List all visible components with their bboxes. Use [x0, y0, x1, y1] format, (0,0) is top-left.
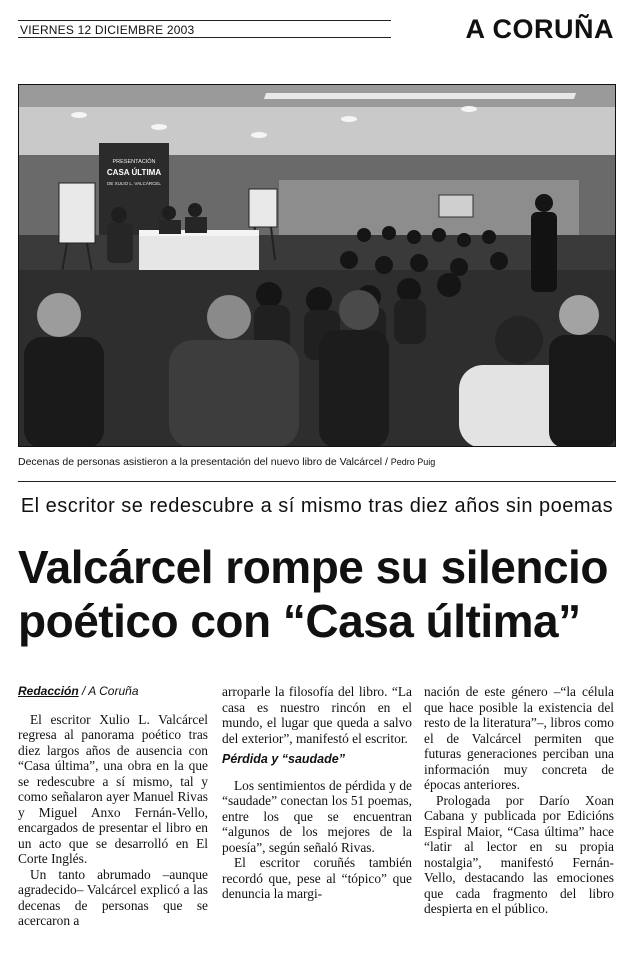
- headline-line-1: Valcárcel rompe su silencio: [18, 541, 608, 593]
- paragraph: arroparle la filosofía del libro. “La casa es nuestro rincón en el mundo, el lugar que queda a salvo del exterior”, manifestó el escritor.: [222, 684, 412, 746]
- photo-credit: Pedro Puig: [390, 457, 436, 467]
- section-title: A CORUÑA: [465, 14, 614, 44]
- byline: [18, 684, 208, 700]
- banner-line-2: CASA ÚLTIMA: [106, 168, 162, 177]
- date-line: VIERNES 12 DICIEMBRE 2003: [18, 20, 391, 38]
- event-photo: [18, 84, 616, 447]
- paragraph: Un tanto abrumado –aunque agradecido– Valcárcel explicó a las decenas de personas que se acercaron a: [18, 866, 208, 928]
- section-subtitle: Pérdida y “saudade”: [222, 752, 345, 766]
- paragraph: El escritor Xulio L. Valcárcel regresa al panorama poético tras diez largos años de ausencia con “Casa última”, una obra en la que se redescubre a sí mismo, tal y como señalaron ayer Manuel Rivas y Miguel Anxo Fernán-Vello, encargados de presentar el libro en un acto que se desarrolló en El Corte Inglés.: [18, 711, 208, 866]
- article-column-3: [424, 684, 614, 917]
- subheadline: El escritor se redescubre a sí mismo tras diez años sin poemas: [20, 495, 614, 517]
- paragraph: El escritor coruñés también recordó que, pese al “tópico” que denuncia la margi-: [222, 855, 412, 901]
- divider-top: [18, 481, 616, 482]
- photo-caption: [18, 455, 616, 469]
- paragraph: nación de este género –“la célula que hace posible la existencia del resto de la literatura”–, libros como el de Valcárcel permiten que futuras generaciones perciban una información muy concreta de épocas anteriores.: [424, 684, 614, 792]
- headline: [18, 540, 616, 648]
- banner-line-1: PRESENTACIÓN: [112, 159, 156, 165]
- headline-line-2: poético con “Casa última”: [18, 595, 581, 647]
- article-column-2: [222, 684, 412, 902]
- banner-line-3: DE XULIO L. VALCÁRCEL: [107, 181, 161, 186]
- byline-author: Redacción: [18, 684, 79, 698]
- caption-text: Decenas de personas asistieron a la presentación del nuevo libro de Valcárcel /: [18, 456, 391, 468]
- paragraph: Los sentimientos de pérdida y de “saudade” conectan los 51 poemas, entre los que se encuentran “algunos de los mejores de la poesía”, según señaló Rivas.: [222, 777, 412, 855]
- byline-place: / A Coruña: [78, 684, 139, 698]
- article-column-1: [18, 684, 208, 929]
- paragraph: Prologada por Darío Xoan Cabana y publicada por Edicións Espiral Maior, “Casa última” hace “latir al lector en su propia nostalgia”, manifestó Fernán-Vello, destacando las emociones que cada fragmento del libro despierta en el público.: [424, 792, 614, 916]
